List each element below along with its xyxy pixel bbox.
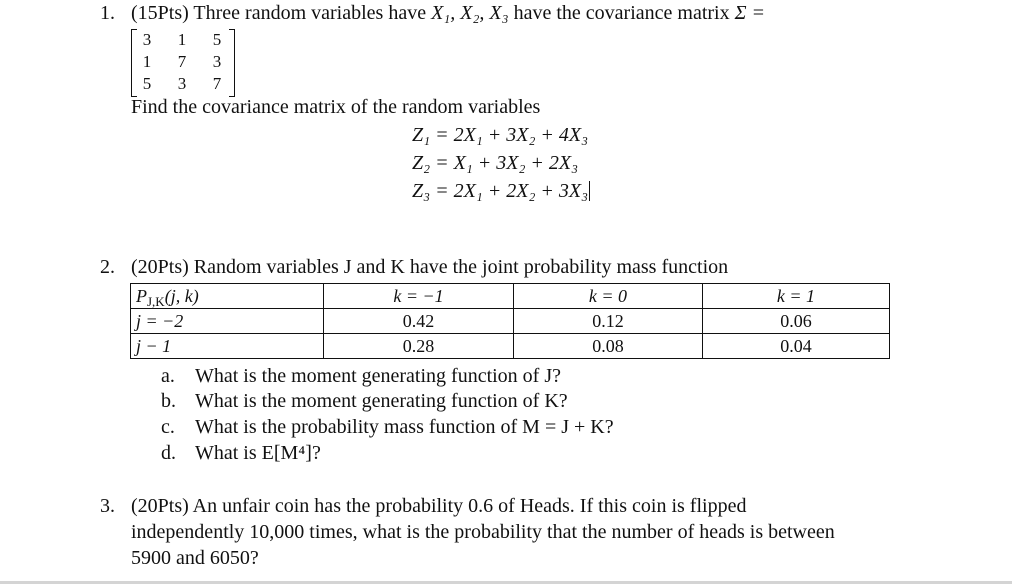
table-cell: 0.06 — [703, 309, 890, 334]
q2-text: (20Pts) Random variables J and K have the joint probability mass function — [131, 256, 729, 278]
table-header-cell: $P_{J,K}(j$, k) — [131, 284, 324, 309]
matrix-cell: 7 — [177, 52, 187, 71]
table-cell: j − 1 — [131, 334, 324, 359]
table-row — [131, 309, 890, 334]
matrix-cell: 3 — [142, 30, 152, 49]
q1-variables: X₁, X₂, X₃ — [431, 2, 509, 24]
matrix-cell: 1 — [142, 52, 152, 71]
matrix-cell: 7 — [212, 74, 222, 93]
covariance-matrix — [131, 29, 235, 95]
q3-line-3: 5900 and 6050? — [131, 547, 259, 569]
table-header-row — [131, 284, 890, 309]
equation-z2: Z₂ = X₁ + 3X₂ + 2X₃ — [412, 152, 579, 174]
table-header-cell: k = 1 — [703, 284, 890, 309]
matrix-cell: 3 — [177, 74, 187, 93]
equation-z3-text: Z₃ = 2X₁ + 2X₂ + 3X₃ — [412, 180, 589, 202]
table-cell: 0.12 — [514, 309, 703, 334]
q2b-text: What is the moment generating function of K? — [195, 390, 568, 412]
equation-z1: Z₁ = 2X₁ + 3X₂ + 4X₃ — [412, 124, 589, 146]
table-cell: 0.04 — [703, 334, 890, 359]
q1-instruction: Find the covariance matrix of the random variables — [131, 96, 541, 118]
q2d-label: d. — [161, 442, 176, 464]
q2a-text: What is the moment generating function of J? — [195, 365, 562, 387]
q2a-label: a. — [161, 365, 175, 387]
matrix-cell: 5 — [212, 30, 222, 49]
q1-intro: (15Pts) Three random variables have — [131, 2, 427, 24]
table-cell: 0.42 — [324, 309, 514, 334]
matrix-cell: 3 — [212, 52, 222, 71]
q2b-label: b. — [161, 390, 176, 412]
matrix-right-bracket — [229, 29, 235, 97]
table-cell: 0.08 — [514, 334, 703, 359]
table-cell: j = −2 — [131, 309, 324, 334]
q1-line — [131, 3, 765, 23]
q3-line-2: independently 10,000 times, what is the probability that the number of heads is between — [131, 521, 835, 543]
matrix-cell: 1 — [177, 30, 187, 49]
table-cell: 0.28 — [324, 334, 514, 359]
table-header-cell: k = 0 — [514, 284, 703, 309]
q2c-label: c. — [161, 416, 175, 438]
q1-tail: have the covariance matrix — [513, 2, 730, 24]
q2c-text: What is the probability mass function of M = J + K? — [195, 416, 614, 438]
q3-line-1: (20Pts) An unfair coin has the probability 0.6 of Heads. If this coin is flipped — [131, 495, 747, 517]
q1-sigma: Σ = — [734, 2, 765, 24]
matrix-cell: 5 — [142, 74, 152, 93]
joint-pmf-table — [130, 283, 890, 359]
q2d-text: What is E[M⁴]? — [195, 442, 321, 464]
q2-number: 2. — [100, 256, 115, 278]
table-header-cell: k = −1 — [324, 284, 514, 309]
equation-z3 — [412, 181, 590, 201]
q1-number: 1. — [100, 2, 115, 24]
q3-number: 3. — [100, 495, 115, 517]
table-row — [131, 334, 890, 359]
text-cursor — [589, 181, 590, 201]
